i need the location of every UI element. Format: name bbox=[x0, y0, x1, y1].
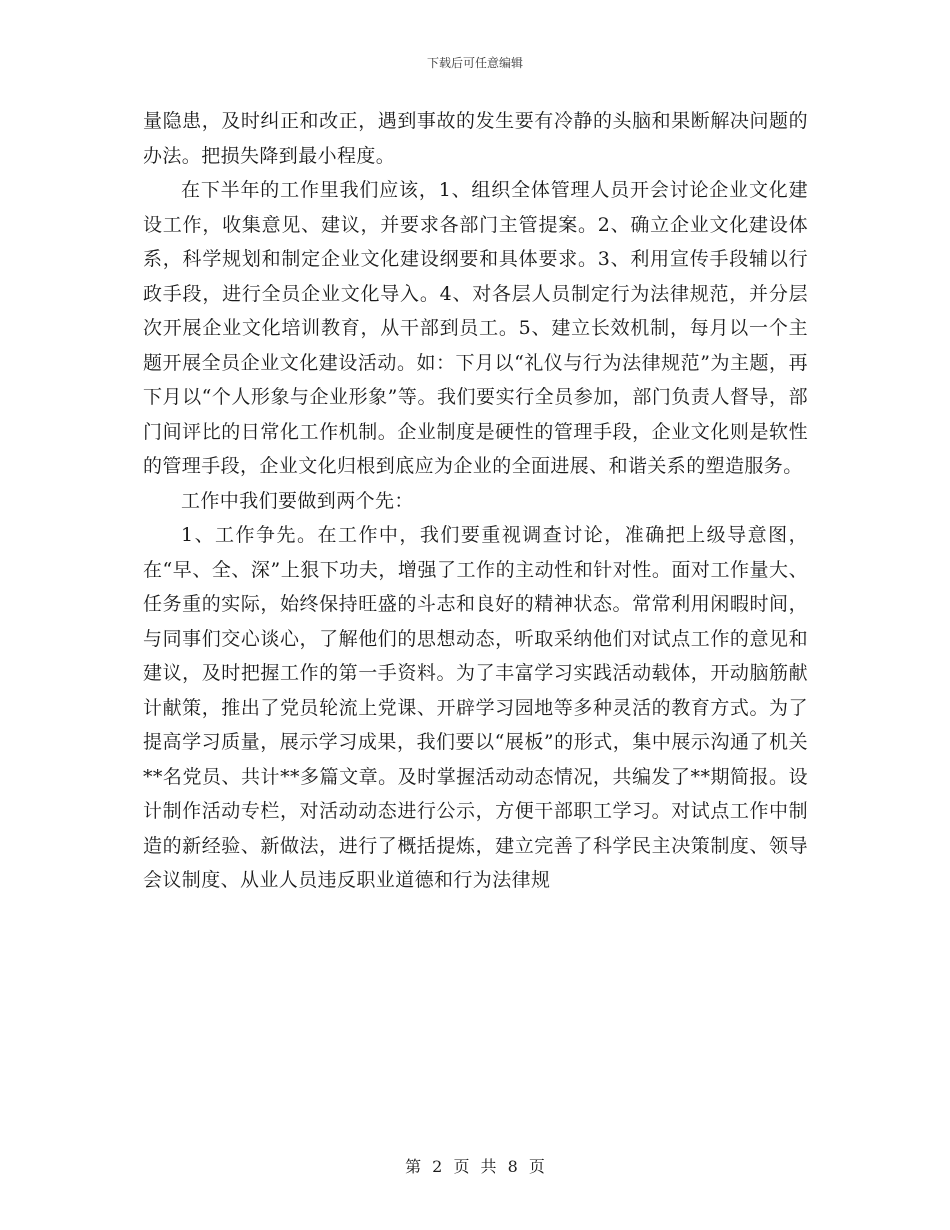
document-body bbox=[143, 104, 808, 898]
page-header: 下载后可任意编辑 bbox=[426, 56, 523, 70]
paragraph: 工作中我们要做到两个先： bbox=[181, 489, 414, 512]
paragraph: 1、工作争先。在工作中，我们要重视调查讨论，准确把上级导意图，在“早、全、深”上狠下功夫，增强了工作的主动性和针对性。面对工作量大、任务重的实际，始终保持旺盛的斗志和良好的精神状态。常常利用闲暇时间，与同事们交心谈心，了解他们的思想动态，听取采纳他们对试点工作的意见和建议，及时把握工作的第一手资料。为了丰富学习实践活动载体，开动脑筋献计献策，推出了党员轮流上党课、开辟学习园地等多种灵活的教育方式。为了提高学习质量，展示学习成果，我们要以“展板”的形式，集中展示沟通了机关**名党员、共计**多篇文章。及时掌握活动动态情况，共编发了**期简报。设计制作活动专栏，对活动动态进行公示，方便干部职工学习。对试点工作中制造的新经验、新做法，进行了概括提炼，建立完善了科学民主决策制度、领导会议制度、从业人员违反职业道德和行为法律规 bbox=[143, 524, 808, 891]
paragraph: 量隐患，及时纠正和改正，遇到事故的发生要有冷静的头脑和果断解决问题的办法。把损失降到最小程度。 bbox=[143, 110, 808, 167]
page-number: 第 2 页 共 8 页 bbox=[405, 1157, 545, 1176]
paragraph: 在下半年的工作里我们应该，1、组织全体管理人员开会讨论企业文化建设工作，收集意见、建议，并要求各部门主管提案。2、确立企业文化建设体系，科学规划和制定企业文化建设纲要和具体要求。3、利用宣传手段辅以行政手段，进行全员企业文化导入。4、对各层人员制定行为法律规范，并分层次开展企业文化培训教育，从干部到员工。5、建立长效机制，每月以一个主题开展全员企业文化建设活动。如：下月以“礼仪与行为法律规范”为主题，再下月以“个人形象与企业形象”等。我们要实行全员参加，部门负责人督导，部门间评比的日常化工作机制。企业制度是硬性的管理手段，企业文化则是软性的管理手段，企业文化归根到底应为企业的全面进展、和谐关系的塑造服务。 bbox=[143, 179, 808, 477]
